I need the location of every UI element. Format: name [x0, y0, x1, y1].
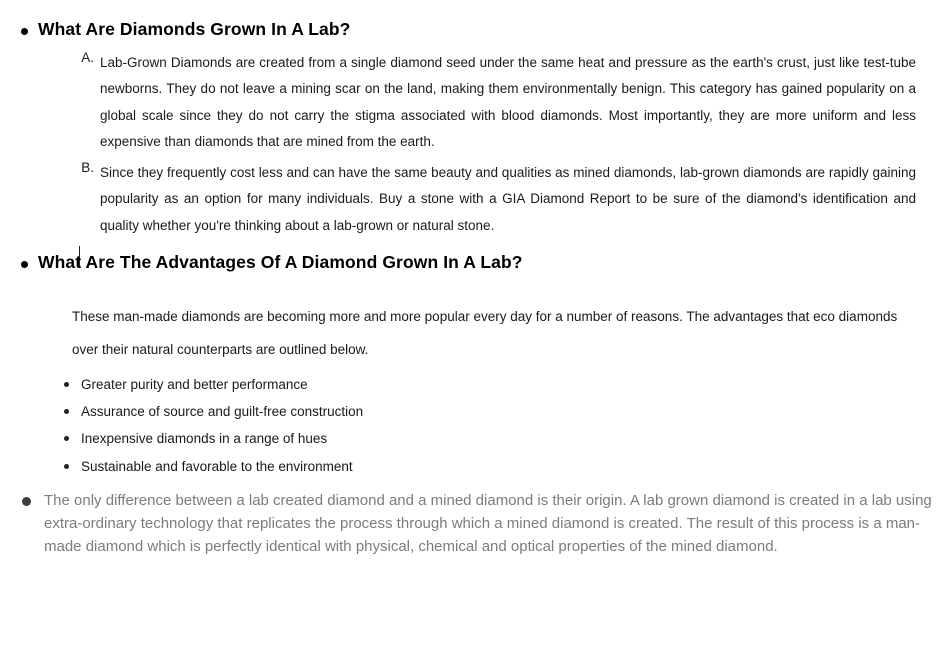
section-advantages — [14, 252, 934, 559]
section-heading-1 — [14, 19, 934, 41]
list-item — [58, 430, 934, 448]
advantages-list — [58, 376, 934, 476]
list-item-text: Lab-Grown Diamonds are created from a single diamond seed under the same heat and pressure as the earth's crust, just like test-tube newborns. They do not leave a mining scar on the land, making them environmentally benign. This category has gained popularity on a global scale since they do not carry the stigma associated with blood diamonds. Most importantly, they are more uniform and less expensive than diamonds that are mined from the earth. — [100, 54, 916, 149]
list-marker: A. — [81, 49, 94, 65]
bullet-disc-icon — [21, 261, 28, 268]
list-item-text: Greater purity and better performance — [81, 377, 308, 392]
advantages-list-wrapper — [14, 376, 934, 476]
bullet-disc-icon — [21, 28, 28, 35]
lead-paragraph: These man-made diamonds are becoming more and more popular every day for a number of reasons. The advantages that eco diamonds over their natural counterparts are outlined below. — [72, 308, 898, 357]
lead-paragraph-wrapper — [14, 300, 934, 366]
list-item-text: Assurance of source and guilt-free construction — [81, 404, 364, 420]
bullet-disc-icon — [22, 497, 31, 506]
closing-paragraph-item — [14, 489, 934, 559]
section-diamonds-grown-in-lab — [14, 19, 934, 270]
closing-paragraph: The only difference between a lab created diamond and a mined diamond is their origin. A lab grown diamond is created in a lab using extra-ordinary technology that replicates the process through which a mined diamond is created. The result of this process is a man-made diamond which is perfectly identical with physical, chemical and optical properties of the mined diamond. — [44, 491, 932, 556]
list-item — [58, 403, 934, 421]
list-item-text: Inexpensive diamonds in a range of hues — [81, 431, 328, 447]
lettered-list — [70, 50, 916, 239]
list-item — [58, 458, 934, 476]
list-marker: B. — [81, 160, 94, 176]
bullet-dot-icon — [64, 382, 69, 387]
heading-text: What Are The Advantages Of A Diamond Grown In A Lab? — [38, 252, 523, 272]
list-item-text: Sustainable and favorable to the environment — [81, 458, 353, 474]
bullet-dot-icon — [64, 409, 69, 414]
bullet-dot-icon — [64, 464, 69, 469]
lettered-list-wrapper — [14, 50, 934, 239]
list-item — [58, 376, 934, 394]
list-item — [70, 160, 916, 239]
section-heading-2 — [14, 252, 934, 274]
list-item — [70, 50, 916, 155]
list-item-text: Since they frequently cost less and can have the same beauty and qualities as mined diamonds, lab-grown diamonds are rapidly gaining popularity as an option for many individuals. Buy a stone with a GIA Diamond Report to be sure of the diamond's identification and quality whether you're thinking about a lab-grown or natural stone. — [100, 165, 916, 233]
heading-text: What Are Diamonds Grown In A Lab? — [38, 19, 351, 39]
bullet-dot-icon — [64, 436, 69, 441]
